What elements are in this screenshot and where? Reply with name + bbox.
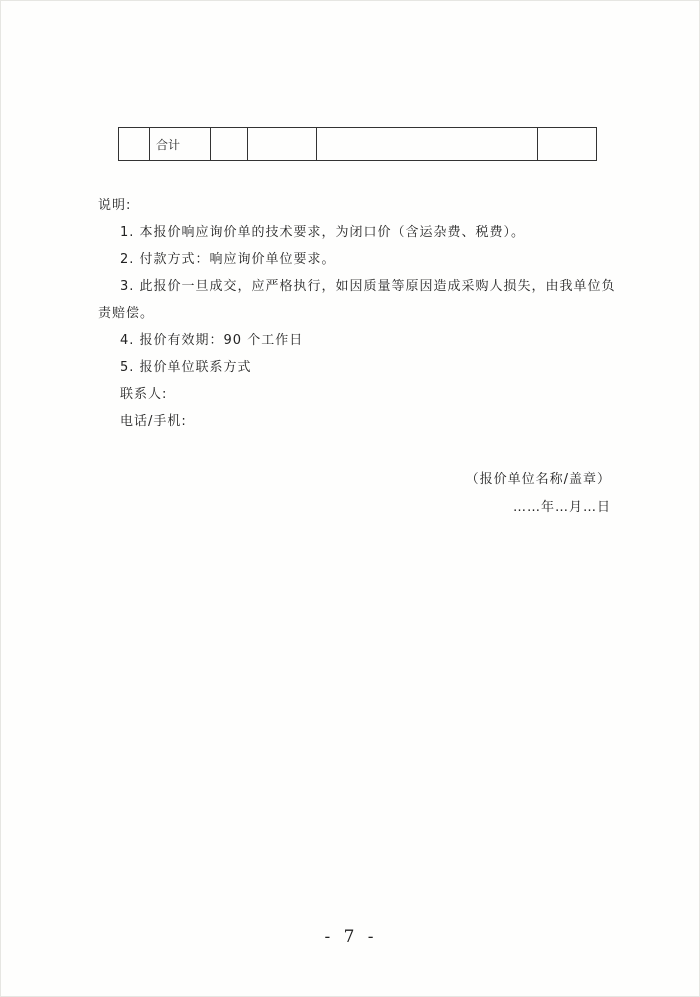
table-row	[119, 128, 597, 161]
table-cell	[248, 128, 317, 161]
page-number: - 7 -	[324, 927, 378, 947]
notes-heading: 说明:	[98, 198, 132, 213]
note-item-2: 2. 付款方式：响应询价单位要求。	[120, 252, 336, 267]
note-item-3-line-2: 责赔偿。	[98, 306, 155, 321]
total-row-table	[118, 127, 597, 161]
date-label: ……年…月…日	[512, 500, 611, 515]
unit-stamp-label: （报价单位名称/盖章）	[465, 472, 611, 487]
notes-section	[98, 192, 618, 435]
contact-person-label: 联系人:	[120, 387, 168, 402]
note-item-5: 5. 报价单位联系方式	[120, 360, 252, 375]
total-label-cell: 合计	[150, 128, 211, 161]
table-cell-index	[119, 128, 150, 161]
phone-label: 电话/手机:	[120, 414, 187, 429]
table-cell	[211, 128, 248, 161]
note-item-4: 4. 报价有效期：90 个工作日	[120, 333, 304, 348]
note-item-1: 1. 本报价响应询价单的技术要求，为闭口价（含运杂费、税费）。	[120, 225, 526, 240]
note-item-3-line-1: 3. 此报价一旦成交，应严格执行，如因质量等原因造成采购人损失，由我单位负	[120, 279, 616, 294]
table-cell	[538, 128, 597, 161]
signature-block	[466, 466, 611, 522]
table-cell	[317, 128, 538, 161]
